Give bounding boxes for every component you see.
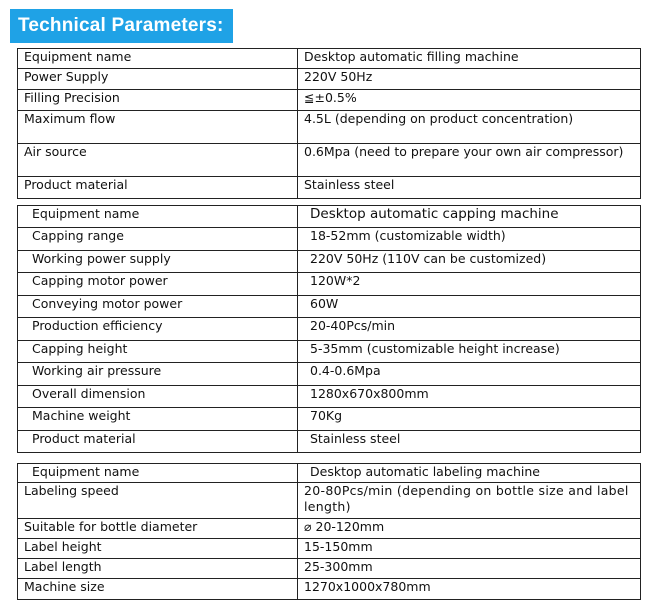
param-value: Desktop automatic filling machine bbox=[298, 49, 641, 69]
table-row bbox=[18, 519, 641, 539]
param-value: 120W*2 bbox=[298, 273, 641, 296]
param-label: Product material bbox=[18, 177, 298, 199]
table-row bbox=[18, 431, 641, 453]
table-row bbox=[18, 228, 641, 251]
table-row bbox=[18, 144, 641, 177]
table-row bbox=[18, 111, 641, 144]
param-value: 1270x1000x780mm bbox=[298, 579, 641, 600]
table-row bbox=[18, 341, 641, 363]
param-value: 60W bbox=[298, 296, 641, 318]
table-row bbox=[18, 363, 641, 386]
param-value: Desktop automatic capping machine bbox=[298, 206, 641, 228]
table-row bbox=[18, 90, 641, 111]
table-row bbox=[18, 386, 641, 408]
param-label: Label length bbox=[18, 559, 298, 579]
param-value: 220V 50Hz bbox=[298, 69, 641, 90]
param-value: 20-40Pcs/min bbox=[298, 318, 641, 341]
param-label: Capping range bbox=[18, 228, 298, 251]
param-value: 0.4-0.6Mpa bbox=[298, 363, 641, 386]
param-label: Overall dimension bbox=[18, 386, 298, 408]
param-value: 18-52mm (customizable width) bbox=[298, 228, 641, 251]
param-label: Working power supply bbox=[18, 251, 298, 273]
param-label: Capping height bbox=[18, 341, 298, 363]
param-value: 0.6Mpa (need to prepare your own air compressor) bbox=[298, 144, 641, 177]
table-row bbox=[18, 559, 641, 579]
param-label: Working air pressure bbox=[18, 363, 298, 386]
param-label: Product material bbox=[18, 431, 298, 453]
table-row bbox=[18, 318, 641, 341]
param-label: Suitable for bottle diameter bbox=[18, 519, 298, 539]
param-label: Label height bbox=[18, 539, 298, 559]
table-row bbox=[18, 296, 641, 318]
param-label: Capping motor power bbox=[18, 273, 298, 296]
param-value: Stainless steel bbox=[298, 177, 641, 199]
param-value: 1280x670x800mm bbox=[298, 386, 641, 408]
param-label: Machine weight bbox=[18, 408, 298, 431]
param-value: Desktop automatic labeling machine bbox=[298, 464, 641, 483]
table-row bbox=[18, 408, 641, 431]
table-row bbox=[18, 251, 641, 273]
param-label: Air source bbox=[18, 144, 298, 177]
param-value: ≦±0.5% bbox=[298, 90, 641, 111]
table-row bbox=[18, 539, 641, 559]
param-value: ⌀ 20-120mm bbox=[298, 519, 641, 539]
page-title: Technical Parameters: bbox=[10, 9, 233, 43]
param-value: 25-300mm bbox=[298, 559, 641, 579]
table-row bbox=[18, 69, 641, 90]
param-value: 20-80Pcs/min (depending on bottle size and label length) bbox=[298, 483, 641, 519]
table-row bbox=[18, 579, 641, 600]
param-label: Equipment name bbox=[18, 49, 298, 69]
param-label: Maximum flow bbox=[18, 111, 298, 144]
labeling-machine-table bbox=[17, 463, 641, 600]
table-row bbox=[18, 273, 641, 296]
param-value: 5-35mm (customizable height increase) bbox=[298, 341, 641, 363]
table-row bbox=[18, 177, 641, 199]
param-label: Power Supply bbox=[18, 69, 298, 90]
table-row bbox=[18, 206, 641, 228]
table-row bbox=[18, 483, 641, 519]
table-row bbox=[18, 49, 641, 69]
param-label: Machine size bbox=[18, 579, 298, 600]
param-value: Stainless steel bbox=[298, 431, 641, 453]
param-value: 220V 50Hz (110V can be customized) bbox=[298, 251, 641, 273]
capping-machine-table bbox=[17, 205, 641, 453]
param-value: 4.5L (depending on product concentration) bbox=[298, 111, 641, 144]
param-label: Labeling speed bbox=[18, 483, 298, 519]
param-value: 15-150mm bbox=[298, 539, 641, 559]
table-row bbox=[18, 464, 641, 483]
param-label: Filling Precision bbox=[18, 90, 298, 111]
param-value: 70Kg bbox=[298, 408, 641, 431]
param-label: Conveying motor power bbox=[18, 296, 298, 318]
param-label: Equipment name bbox=[18, 464, 298, 483]
param-label: Production efficiency bbox=[18, 318, 298, 341]
param-label: Equipment name bbox=[18, 206, 298, 228]
filling-machine-table bbox=[17, 48, 641, 199]
